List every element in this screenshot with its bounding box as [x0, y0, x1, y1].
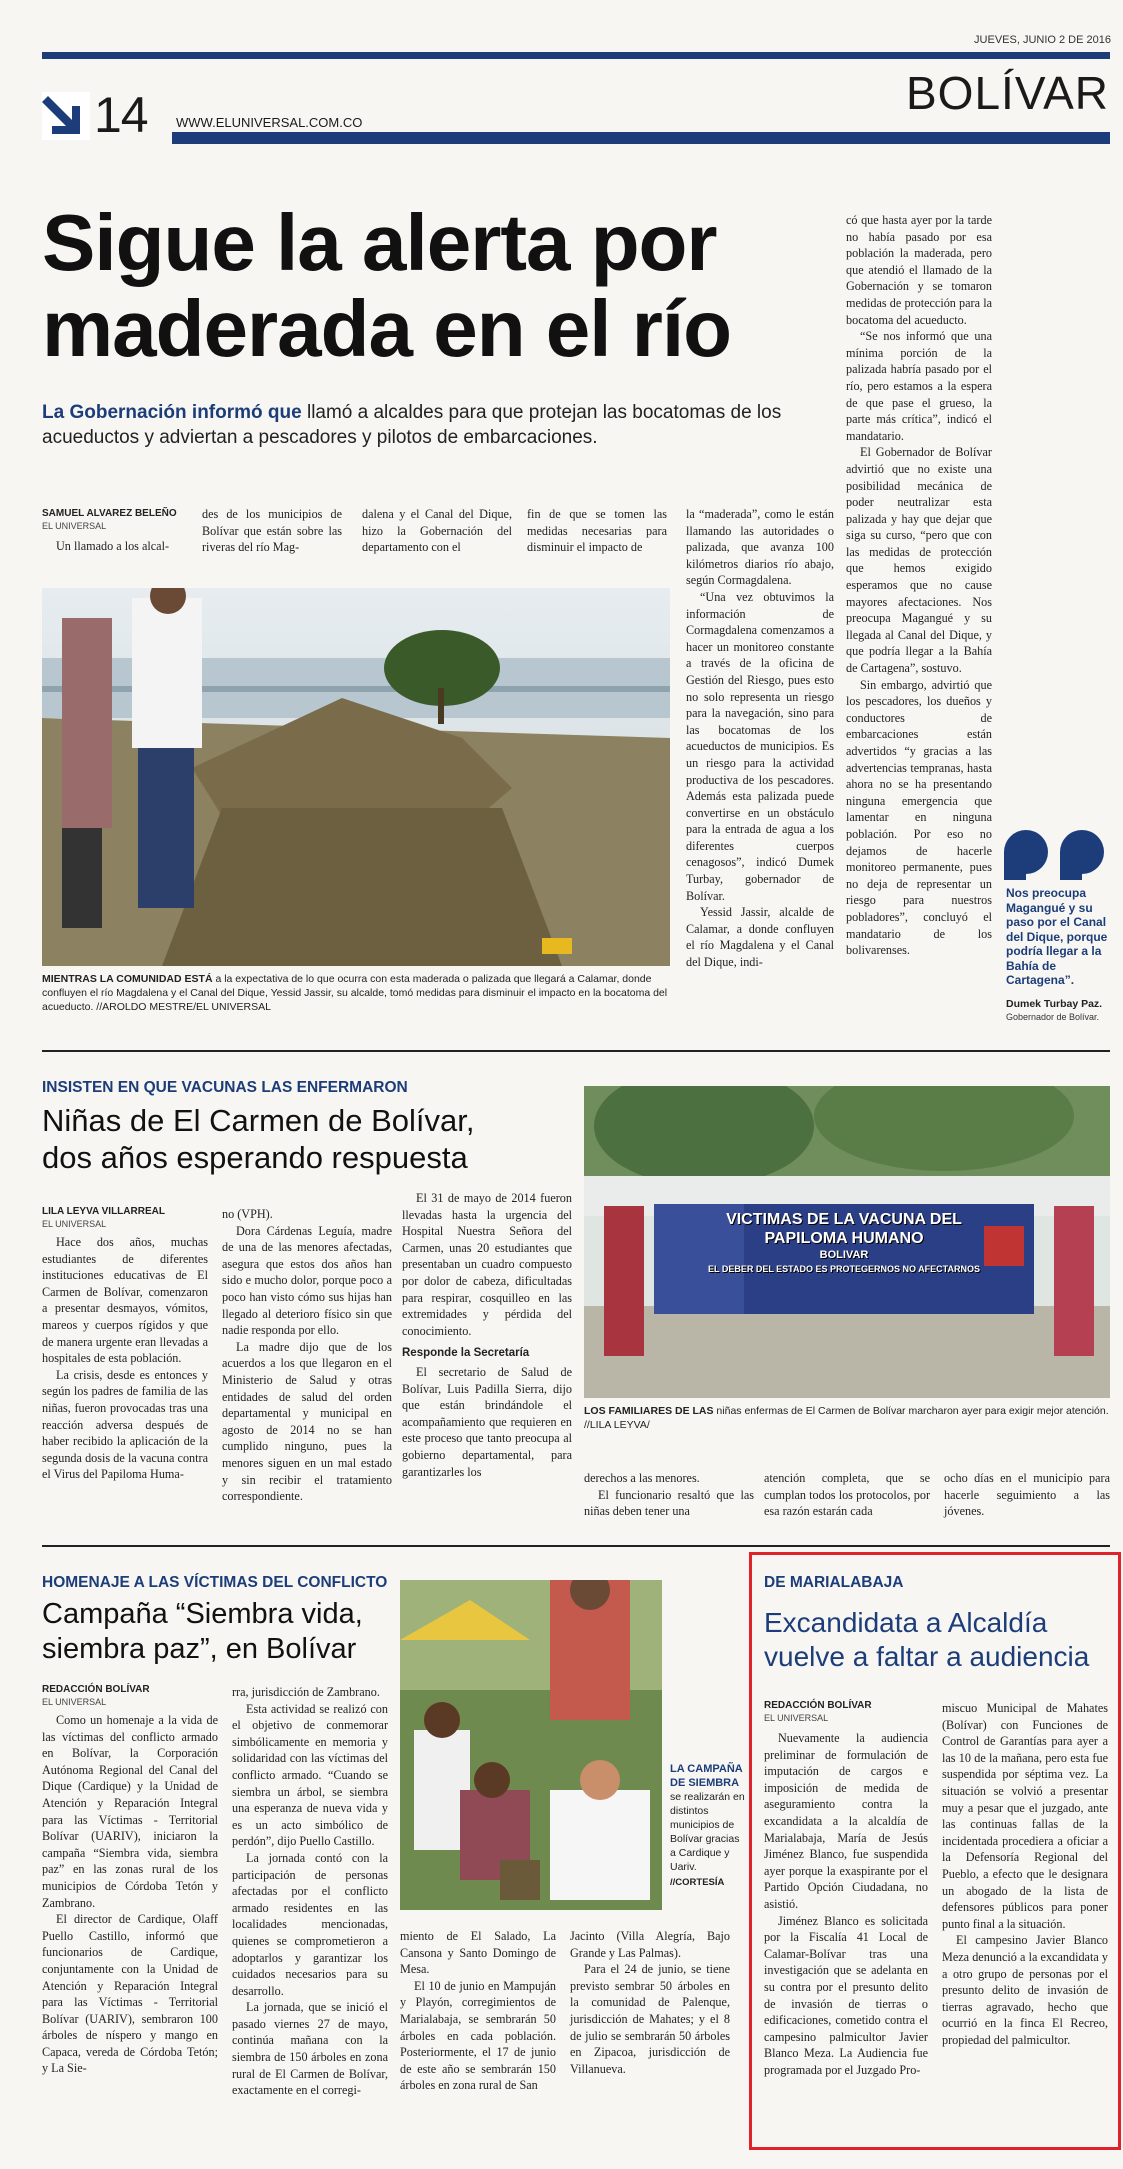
story4-col2-p2: El campesino Javier Blanco Meza denunció a la excandidata y a otro grupo de personas por el presunto delito de invasión de tierras agravado, hecho que ocurrió en la finca El Recreo, propiedad del palmicultor.: [942, 1933, 1108, 2047]
story1-col5-p2: “Una vez obtuvimos la información de Cormagdalena comenzamos a hacer un monitoreo constante a través de la oficina de Gestión del Riesgo, pues esto no solo representa un riesgo para la navegación, sino para las bocatomas de los acueductos de municipios. Es un riesgo para la actividad productiva de los pescadores. Además esta palizada puede convertirse en un obstáculo para la entrada de agua a los diferentes cuerpos cenagosos”, indicó Dumek Turbay, gobernador de Bolívar.: [686, 589, 834, 903]
header-rule-bottom: [172, 132, 1110, 144]
story3-kicker: HOMENAJE A LAS VÍCTIMAS DEL CONFLICTO: [42, 1574, 388, 1591]
story1-col4-text: fin de que se tomen las medidas necesarias para disminuir el impacto de: [527, 507, 667, 555]
story3-photo: [400, 1580, 662, 1910]
website-url[interactable]: WWW.ELUNIVERSAL.COM.CO: [176, 115, 363, 130]
story3-headline-line1: Campaña “Siembra vida,: [42, 1598, 363, 1630]
story4-headline-line1: Excandidata a Alcaldía: [764, 1607, 1048, 1638]
story3-col4-p1: Jacinto (Villa Alegría, Bajo Grande y Las Palmas).: [570, 1929, 730, 1960]
page-date: JUEVES, JUNIO 2 DE 2016: [974, 34, 1111, 46]
story3-col3-p2: El 10 de junio en Mampuján y Playón, corregimientos de Marialabaja, se sembrarán 50 árboles en cada población. Posteriormente, el 17 de junio de este año se sembrarán 150 árboles en zona rural de San: [400, 1978, 556, 2093]
story4-col1-p2: Jiménez Blanco es solicitada por la Fiscalía 41 Local de Calamar-Bolívar tras una investigación que se adelanta en su contra por el presunto delito de invasión de tierras o edificaciones, cometido contra el campesino palmicultor Javier Blanco Meza. La Audiencia fue programada por el Juzgado Pro-: [764, 1913, 928, 2077]
story4-byline: [764, 1700, 924, 1724]
section-divider-1: [42, 1050, 1110, 1052]
story1-col6: [846, 212, 992, 959]
banner-line4: EL DEBER DEL ESTADO ES PROTEGERNOS NO AFECTARNOS: [707, 1264, 981, 1274]
story2-bottom-c3: ocho días en el municipio para hacerle seguimiento a las jóvenes.: [944, 1471, 1110, 1519]
story2-col1-p1: Hace dos años, muchas estudiantes de diferentes instituciones educativas de El Carmen de Bolívar, comenzaron a presentar desmayos, vómitos, mareos y cuerpos rígidos y que de manera urgente eran llevadas a hospitales de esta población.: [42, 1235, 208, 1366]
page-number: 14: [94, 87, 148, 143]
story1-photo-caption: [42, 972, 670, 1014]
story3-col4-p2: Para el 24 de junio, se tiene previsto sembrar 50 árboles en la comunidad de Palenque, jurisdicción de Mahates; y el 8 de julio se sembrarán 50 árboles en Zipacoa, jurisdicción de Villanueva.: [570, 1962, 730, 2076]
story3-photo-caption: [670, 1762, 746, 1890]
story2-col3: [402, 1190, 572, 1480]
story3-col4: [570, 1928, 730, 2077]
story1-col6-p3: El Gobernador de Bolívar advirtió que no existe una posibilidad mecánica de poder neutralizar esta palizada y hay que dejar que siga su curso, “pero que con las medidas de protección que hemos exigido esperamos que no cause mayores afectaciones. Nos preocupa Magangué y su llegada al Canal del Dique, y que podría llegar a la Bahía de Cartagena”, sostuvo.: [846, 445, 992, 676]
story4-kicker: DE MARIALABAJA: [764, 1574, 904, 1591]
banner-line3: BOLIVAR: [819, 1249, 869, 1261]
story4-col1: [764, 1730, 928, 2078]
section-divider-2: [42, 1545, 1110, 1547]
protest-banner-text: [654, 1210, 1034, 1276]
story2-col2-p2: Dora Cárdenas Leguía, madre de una de las menores afectadas, asegura que estos dos años han sido e mucho dolor, porque poco a poco han visto cómo sus hijas han llegado al deterioro físico sin que nadie responda por ello.: [222, 1223, 392, 1338]
story2-headline-line1: Niñas de El Carmen de Bolívar,: [42, 1103, 475, 1138]
byline-outlet: EL UNIVERSAL: [764, 1713, 829, 1723]
story1-photo: [42, 588, 670, 966]
story4-headline-line2: vuelve a faltar a audiencia: [764, 1641, 1090, 1672]
story2-bottom-col1: [584, 1470, 754, 1520]
arrow-icon: [42, 92, 90, 140]
story3-col2-p1: rra, jurisdicción de Zambrano.: [232, 1685, 380, 1699]
story1-col4: [527, 506, 667, 556]
story2-subhead: Responde la Secretaría: [402, 1347, 530, 1360]
story4-col1-p1: Nuevamente la audiencia preliminar de formulación de imputación de cargos e imposición de medida de aseguramiento contra la excandidata a la alcaldía de Marialabaja, María de Jesús Jiménez Blanco, fue suspendida ayer porque la exaspirante por el Partido Opción Ciudadana, no asistió.: [764, 1731, 928, 1911]
byline-outlet: EL UNIVERSAL: [42, 521, 107, 531]
story2-bottom-col3: [944, 1470, 1110, 1520]
story1-col1-text: Un llamado a los alcal-: [56, 539, 170, 553]
story1-deck: [42, 400, 822, 450]
story3-headline-line2: siembra paz”, en Bolívar: [42, 1633, 357, 1665]
story1-col5-p3: Yessid Jassir, alcalde de Calamar, a donde confluyen el río Magdalena y el Canal del Dique, indi-: [686, 905, 834, 970]
story1-deck-lead: La Gobernación informó que: [42, 402, 302, 423]
story2-bottom-col2: [764, 1470, 930, 1520]
story1-caption-lead: MIENTRAS LA COMUNIDAD ESTÁ: [42, 973, 213, 985]
story3-col3: [400, 1928, 556, 2094]
story1-headline-line1: Sigue la alerta por: [42, 198, 717, 287]
story1-col3-text: dalena y el Canal del Dique, hizo la Gobernación del departamento con el: [362, 507, 512, 555]
story4-headline: [764, 1606, 1114, 1674]
banner-line2: PAPILOMA HUMANO: [764, 1230, 924, 1247]
story2-bottom-c1b: El funcionario resaltó que las niñas deben tener una: [584, 1487, 754, 1519]
story1-col2-text: des de los municipios de Bolívar que están sobre las riveras del río Mag-: [202, 507, 342, 555]
story1-byline: [42, 508, 182, 532]
story1-headline: [42, 200, 842, 372]
story2-bottom-c2: atención completa, que se cumplan todos los protocolos, por esa razón estarán cada: [764, 1471, 930, 1519]
story2-byline: [42, 1206, 212, 1230]
story1-col6-p4: Sin embargo, advirtió que los pescadores, los dueños y conductores de embarcaciones están advertidos “y gracias a las advertencias tempranas, hasta ahora no se ha presentando ninguna emergencia que lamentar en ninguna población. Por eso no dejamos de hacerle monitoreo permanente, pues no deja de representar un riesgo para nuestros pobladores”, concluyó el mandatario de los bolivarenses.: [846, 677, 992, 958]
story2-col2-p1: no (VPH).: [222, 1207, 273, 1221]
story3-col3-p1: miento de El Salado, La Cansona y Santo Domingo de Mesa.: [400, 1929, 556, 1977]
story2-photo-caption: [584, 1404, 1110, 1432]
story3-col2: [232, 1684, 388, 2099]
story3-col2-p4: La jornada, que se inició el pasado viernes 27 de mayo, continúa mañana con la siembra de 150 árboles en zona rural de El Carmen de Bolívar, exactamente en el corregi-: [232, 2000, 388, 2098]
story3-col1-p1: Como un homenaje a la vida de las víctimas del conflicto armado en Bolívar, la Corporación Autónoma Regional del Canal del Dique (Cardique) y la Unidad de Atención y Reparación Integral para las Víctimas - Territorial Bolívar (UARIV), iniciaron la campaña “Siembra vida, siembra paz” en las zonas rural de los municipios de Córdoba Tetón y Zambrano.: [42, 1713, 218, 1910]
story2-caption-text: niñas enfermas de El Carmen de Bolívar marcharon ayer para exigir mejor atención. //LILA LEYVA/: [584, 1405, 1109, 1431]
story2-col1: [42, 1234, 208, 1483]
pull-quote: Nos preocupa Magangué y su paso por el Canal del Dique, porque podría llegar a la Bahía de Cartagena”.: [1006, 886, 1108, 987]
story3-headline: [42, 1597, 392, 1667]
story1-col6-p1: có que hasta ayer por la tarde no había pasado por esa población la maderada, pero que atendió el llamado de la Gobernación y se tomaron medidas de protección para la bocatoma del acueducto.: [846, 213, 992, 327]
section-title: BOLÍVAR: [906, 67, 1109, 119]
story4-col2-p1: miscuo Municipal de Mahates (Bolívar) con Funciones de Control de Garantías para ayer a las 10 de la mañana, pero esta fue suspendida por séptima vez. La situación se volvió a presentar muy a pesar que el juzgado, ante las continuas fallas de la incidentada procediera a oficiar a la Defensoría Regional del Pueblo, a efecto que le designara un abogado de la lista de defensores públicos para poner punto final a la situación.: [942, 1701, 1108, 1931]
banner-line1: VICTIMAS DE LA VACUNA DEL: [726, 1211, 962, 1228]
story2-col2: [222, 1206, 392, 1505]
pull-quote-role: Gobernador de Bolívar.: [1006, 1012, 1100, 1022]
story2-col2-p3: La madre dijo que de los acuerdos a los que llegaron en el Ministerio de Salud y otras entidades de salud del orden departamental y municipal en agosto de 2014 no se han cumplido ninguno, pues la menores siguen en un mal estado y sin recibir el tratamiento correspondiente.: [222, 1339, 392, 1504]
story1-col6-p2: “Se nos informó que una mínima porción de la palizada habría pasado por el río, pero estamos a la espera de que pase el grueso, la parte más crítica”, indicó el mandatario.: [846, 329, 992, 443]
story1-deck-text: llamó a alcaldes para que protejan las bocatomas de los acueductos y adviertan a pescadores y pilotos de embarcaciones.: [42, 402, 782, 448]
story3-caption-title: LA CAMPAÑA DE SIEMBRA: [670, 1763, 743, 1789]
story3-col1: [42, 1712, 218, 2077]
story1-headline-line2: maderada en el río: [42, 284, 731, 373]
story2-col1-p2: La crisis, desde es entonces y según los padres de familia de las niñas, fueron provocadas tras una reacción adversa después de haber recibido la aplicación de la segunda dosis de la vacuna contra el Virus del Papiloma Huma-: [42, 1367, 208, 1482]
byline-outlet: EL UNIVERSAL: [42, 1697, 107, 1707]
header-rule-top: [42, 52, 1110, 59]
byline-author: SAMUEL ALVAREZ BELEÑO: [42, 508, 177, 519]
story3-caption-text: se realizarán en distintos municipios de Bolívar gracias a Cardique y Uariv.: [670, 1791, 745, 1873]
story2-col3-p2: El secretario de Salud de Bolívar, Luis Padilla Sierra, dijo que están brindándole el acompañamiento que requieren en este proceso que tanto preocupa al gobierno departamental, para garantizarles los: [402, 1364, 572, 1479]
story2-headline: [42, 1102, 582, 1176]
story3-col1-p2: El director de Cardique, Olaff Puello Castillo, informó que funcionarios de Cardique, conjuntamente con la Unidad de Atención y Reparación Integral para las Víctimas - Territorial Bolívar (UARIV), sembraron 100 árboles de níspero y mango en Capaca, vereda de Córdoba Tetón; y La Sie-: [42, 1912, 218, 2076]
story1-col5: [686, 506, 834, 971]
story1-col1: [42, 538, 182, 555]
story1-caption-text: a la expectativa de lo que ocurra con esta maderada o palizada que llegará a Calamar, donde confluyen el río Magdalena y el Canal del Dique, Yessid Jassir, su alcalde, tomó medidas para disminuir el impacto en la bocatoma del acueducto. //AROLDO MESTRE/EL UNIVERSAL: [42, 973, 668, 1013]
story2-kicker: INSISTEN EN QUE VACUNAS LAS ENFERMARON: [42, 1079, 408, 1096]
story2-caption-lead: LOS FAMILIARES DE LAS: [584, 1405, 714, 1417]
byline-outlet: EL UNIVERSAL: [42, 1219, 107, 1229]
story2-bottom-c1: derechos a las menores.: [584, 1471, 700, 1485]
story3-byline: [42, 1684, 192, 1708]
story3-photo-credit: //CORTESÍA: [670, 1877, 725, 1888]
story1-col3: [362, 506, 512, 556]
story3-col2-p2: Esta actividad se realizó con el objetivo de conmemorar simbólicamente en memoria y solidaridad con las víctimas del conflicto armado. “Cuando se siembra un árbol, se siembra una esperanza de nueva vida y es un acto simbólico de perdón”, dijo Puello Castillo.: [232, 1701, 388, 1849]
byline-author: LILA LEYVA VILLARREAL: [42, 1206, 165, 1217]
quote-mark-icon: [1004, 830, 1108, 880]
story2-headline-line2: dos años esperando respuesta: [42, 1140, 468, 1175]
byline-author: REDACCIÓN BOLÍVAR: [764, 1700, 872, 1711]
story4-col2: [942, 1700, 1108, 2048]
byline-author: REDACCIÓN BOLÍVAR: [42, 1684, 150, 1695]
story2-col3-p1: El 31 de mayo de 2014 fueron llevadas hasta la urgencia del Hospital Nuestra Señora del Carmen, unas 20 estudiantes que presentaban un cuadro compuesto por dolor de cabeza, dificultadas para respirar, cosquilleo en las extremidades y pérdida del conocimiento.: [402, 1191, 572, 1338]
story1-col2: [202, 506, 342, 556]
story3-col2-p3: La jornada contó con la participación de personas afectadas por el conflicto armado residentes en las localidades mencionadas, quienes se comprometieron a adoptarlos y garantizar los cuidados necesarios para su desarrollo.: [232, 1850, 388, 1998]
story1-col5-p1: la “maderada”, como le están llamando las autoridades o palizada, que avanza 100 kilómetros diarios río abajo, según Cormagdalena.: [686, 507, 834, 588]
pull-quote-author: Dumek Turbay Paz.: [1006, 998, 1103, 1010]
